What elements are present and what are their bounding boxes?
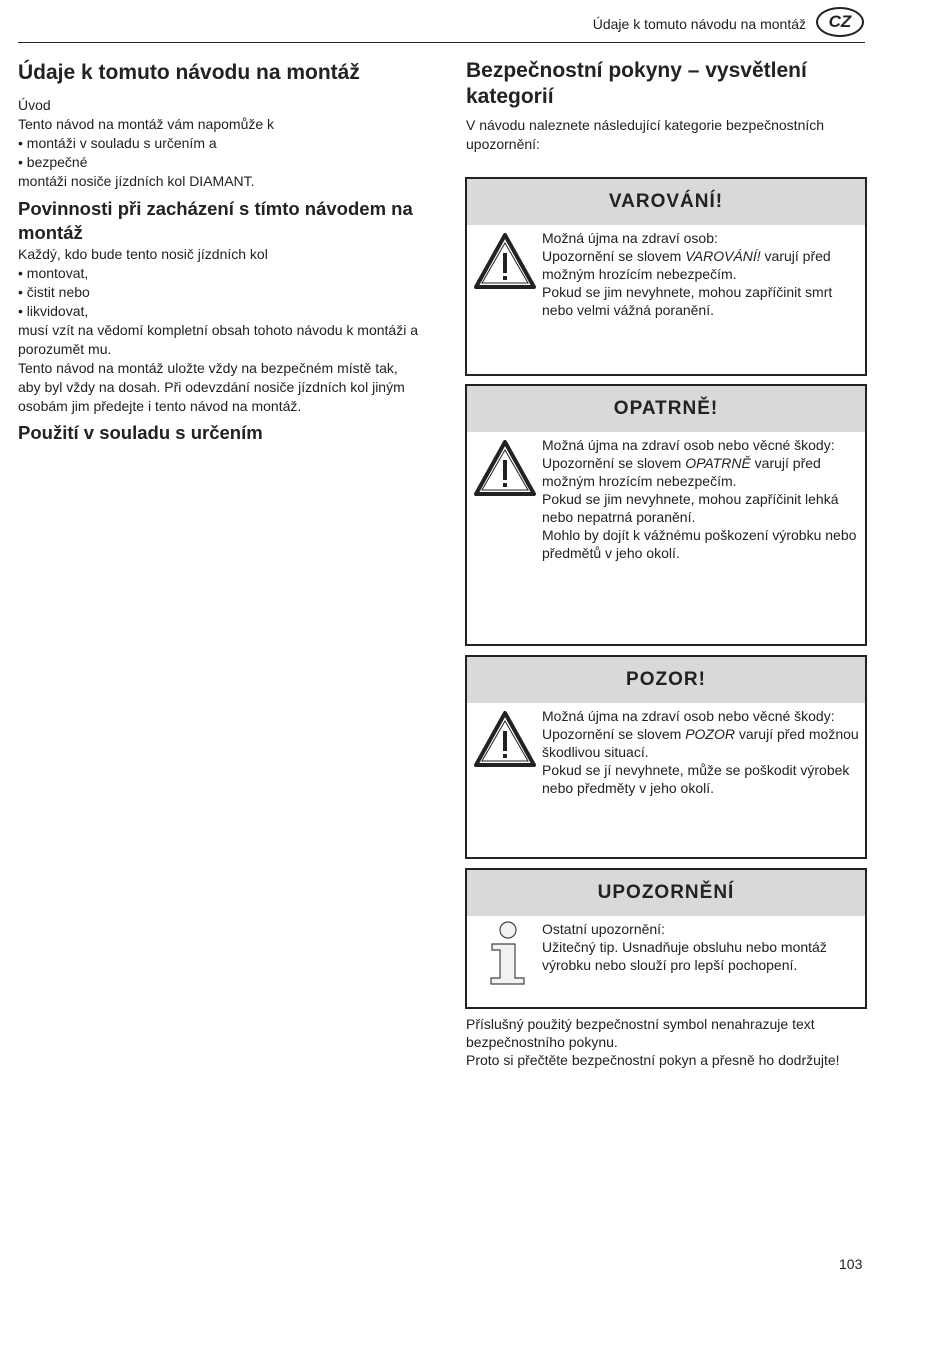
attention-box-title: POZOR! bbox=[467, 657, 865, 703]
warning-box-line: Upozornění se slovem VAROVÁNÍ! varují před možným hrozícím nebezpečím. bbox=[542, 248, 831, 282]
intro-line: • montáži v souladu s určením a bbox=[18, 135, 217, 151]
caution-box-line: Upozornění se slovem OPATRNĚ varují před možným hrozícím nebezpečím. bbox=[542, 455, 821, 489]
language-badge: CZ bbox=[816, 7, 864, 37]
attention-box-line: Možná újma na zdraví osob nebo věcné škody: bbox=[542, 708, 835, 724]
intro-line: Úvod bbox=[18, 97, 51, 113]
section-title-manual: Údaje k tomuto návodu na montáž bbox=[18, 61, 360, 84]
warning-box bbox=[465, 177, 867, 376]
duties-line: musí vzít na vědomí kompletní obsah tohoto návodu k montáži a porozumět mu. bbox=[18, 322, 418, 357]
intro-line: montáži nosiče jízdních kol DIAMANT. bbox=[18, 173, 255, 189]
warning-triangle-icon bbox=[473, 709, 537, 774]
caution-box-line: Možná újma na zdraví osob nebo věcné škody: bbox=[542, 437, 835, 453]
caution-box-line: Pokud se jim nevyhnete, mohou zapříčinit lehká nebo nepatrná poranění. bbox=[542, 491, 839, 525]
intro-line: Tento návod na montáž vám napomůže k bbox=[18, 116, 275, 132]
section-title-duties: Povinnosti při zacházení s tímto návodem na montáž bbox=[18, 198, 413, 243]
safety-intro: V návodu naleznete následující kategorie bezpečnostních upozornění: bbox=[466, 117, 825, 152]
warning-triangle-icon bbox=[473, 231, 537, 296]
warning-box-line: Možná újma na zdraví osob: bbox=[542, 230, 718, 246]
notice-box-title: UPOZORNĚNÍ bbox=[467, 870, 865, 916]
safety-footnotes bbox=[466, 1015, 866, 1069]
section-title-safety: Bezpečnostní pokyny – vysvětlení kategorií bbox=[466, 59, 807, 108]
safety-note: Proto si přečtěte bezpečnostní pokyn a přesně ho dodržujte! bbox=[466, 1052, 840, 1068]
info-icon bbox=[487, 920, 531, 993]
notice-box-line: Ostatní upozornění: bbox=[542, 921, 665, 937]
warning-box-title: VAROVÁNÍ! bbox=[467, 179, 865, 225]
intro-line: • bezpečné bbox=[18, 154, 88, 170]
safety-note: Příslušný použitý bezpečnostní symbol nenahrazuje text bezpečnostního pokynu. bbox=[466, 1016, 815, 1050]
caution-box-title: OPATRNĚ! bbox=[467, 386, 865, 432]
duties-line: Každý, kdo bude tento nosič jízdních kol bbox=[18, 246, 268, 262]
left-column bbox=[18, 60, 418, 445]
notice-box-line: Užitečný tip. Usnadňuje obsluhu nebo montáž výrobku nebo slouží pro lepší pochopení. bbox=[542, 939, 827, 973]
attention-box-line: Upozornění se slovem POZOR varují před možnou škodlivou situací. bbox=[542, 726, 859, 760]
duties-line: • likvidovat, bbox=[18, 303, 89, 319]
duties-line: • čistit nebo bbox=[18, 284, 90, 300]
section-title-intended-use: Použití v souladu s určením bbox=[18, 422, 263, 443]
attention-box-line: Pokud se jí nevyhnete, může se poškodit výrobek nebo předměty v jeho okolí. bbox=[542, 762, 850, 796]
attention-box bbox=[465, 655, 867, 859]
right-column bbox=[466, 58, 866, 154]
duties-paragraph: Tento návod na montáž uložte vždy na bezpečném místě tak, aby byl vždy na dosah. Při odevzdání nosiče jízdních kol jiným osobám jim předejte i tento návod na montáž. bbox=[18, 360, 405, 414]
caution-box-line: Mohlo by dojít k vážnému poškození výrobku nebo předmětů v jeho okolí. bbox=[542, 527, 857, 561]
caution-box bbox=[465, 384, 867, 646]
header-divider bbox=[18, 42, 865, 43]
running-header: Údaje k tomuto návodu na montáž bbox=[592, 16, 806, 32]
duties-line: • montovat, bbox=[18, 265, 89, 281]
page-number: 103 bbox=[839, 1256, 863, 1272]
warning-triangle-icon bbox=[473, 438, 537, 503]
notice-box bbox=[465, 868, 867, 1009]
warning-box-line: Pokud se jim nevyhnete, mohou zapříčinit smrt nebo velmi vážná poranění. bbox=[542, 284, 833, 318]
